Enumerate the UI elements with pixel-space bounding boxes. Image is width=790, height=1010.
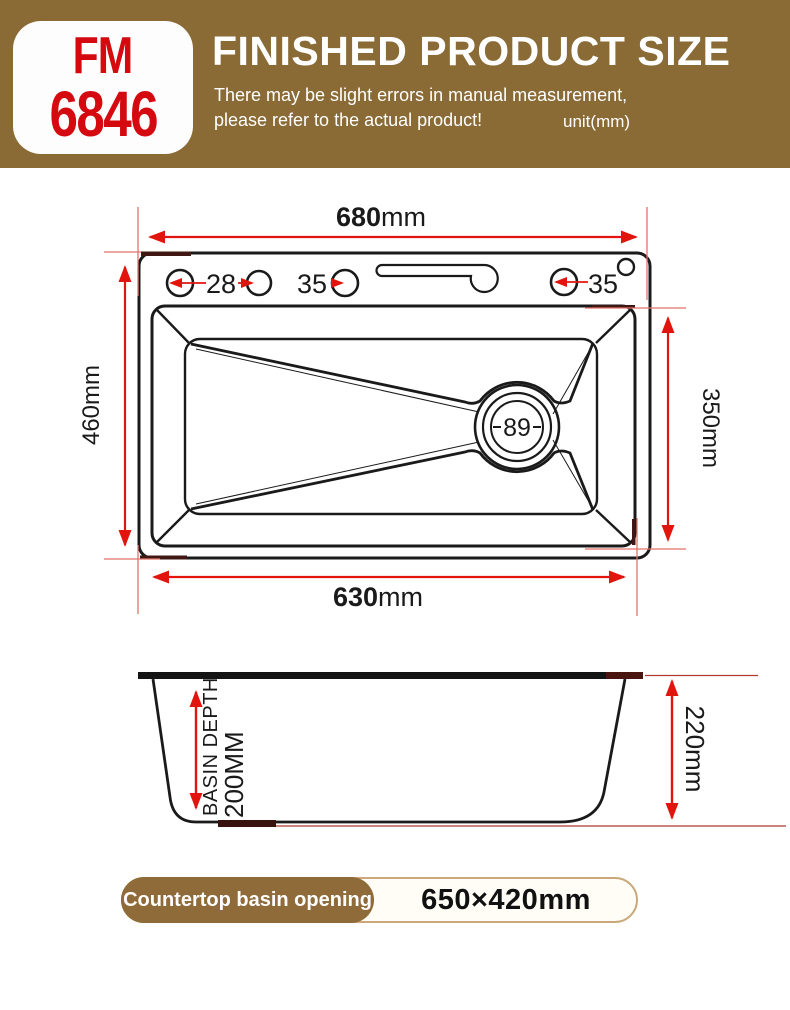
basin-bottom-shadow [218,820,276,827]
header-banner [0,0,790,168]
overall-width-value: 680 [335,202,382,232]
basin-depth-label-line2: 200MM [219,731,249,818]
svg-text:680mm [336,202,426,232]
dimension-basin-depth [196,677,249,818]
svg-text:630mm [333,582,423,612]
overall-width-unit: mm [381,202,427,232]
deck-holes [167,259,634,296]
overall-height-label: 220mm [680,705,710,793]
drain [475,385,559,469]
hole-small [618,259,634,275]
dimension-overall-depth [78,252,160,559]
basin-depth-label-line1: BASIN DEPTH [200,677,222,816]
unit-label: unit(mm) [563,112,631,131]
countertop-opening-label: Countertop basin opening [121,877,374,923]
dimension-overall-height [672,681,710,818]
basin-rim [152,306,635,546]
hole-diameter-right-label: 35 [587,269,619,299]
sink-top-view [78,202,724,616]
model-code-line1: FM [73,26,133,85]
hole-spacing-label: 28 [205,269,237,299]
drain-slope-curves [191,343,593,510]
inner-depth-label: 350mm [697,387,724,469]
measurement-note-line2: please refer to the actual product! [214,110,483,130]
hole-diameter-left-label: 35 [296,269,328,299]
page-title: FINISHED PRODUCT SIZE [212,28,731,74]
model-code-line2: 6846 [49,77,157,150]
faucet-slot [377,265,498,292]
countertop-opening-callout [121,877,638,923]
dimension-opening-width [138,518,637,616]
countertop-opening-value: 650×420mm [421,883,591,916]
dimension-inner-depth [585,308,724,549]
opening-width-unit: mm [378,582,424,612]
model-badge [13,21,193,154]
measurement-note-line1: There may be slight errors in manual measurement, [214,85,628,105]
drain-diameter-label: 89 [503,414,531,442]
rim-bar-shadow [606,672,643,679]
floor-slope-lines [196,346,592,507]
opening-width-value: 630 [332,582,379,612]
sink-side-view [138,672,786,827]
overall-depth-label: 460mm [78,364,105,446]
